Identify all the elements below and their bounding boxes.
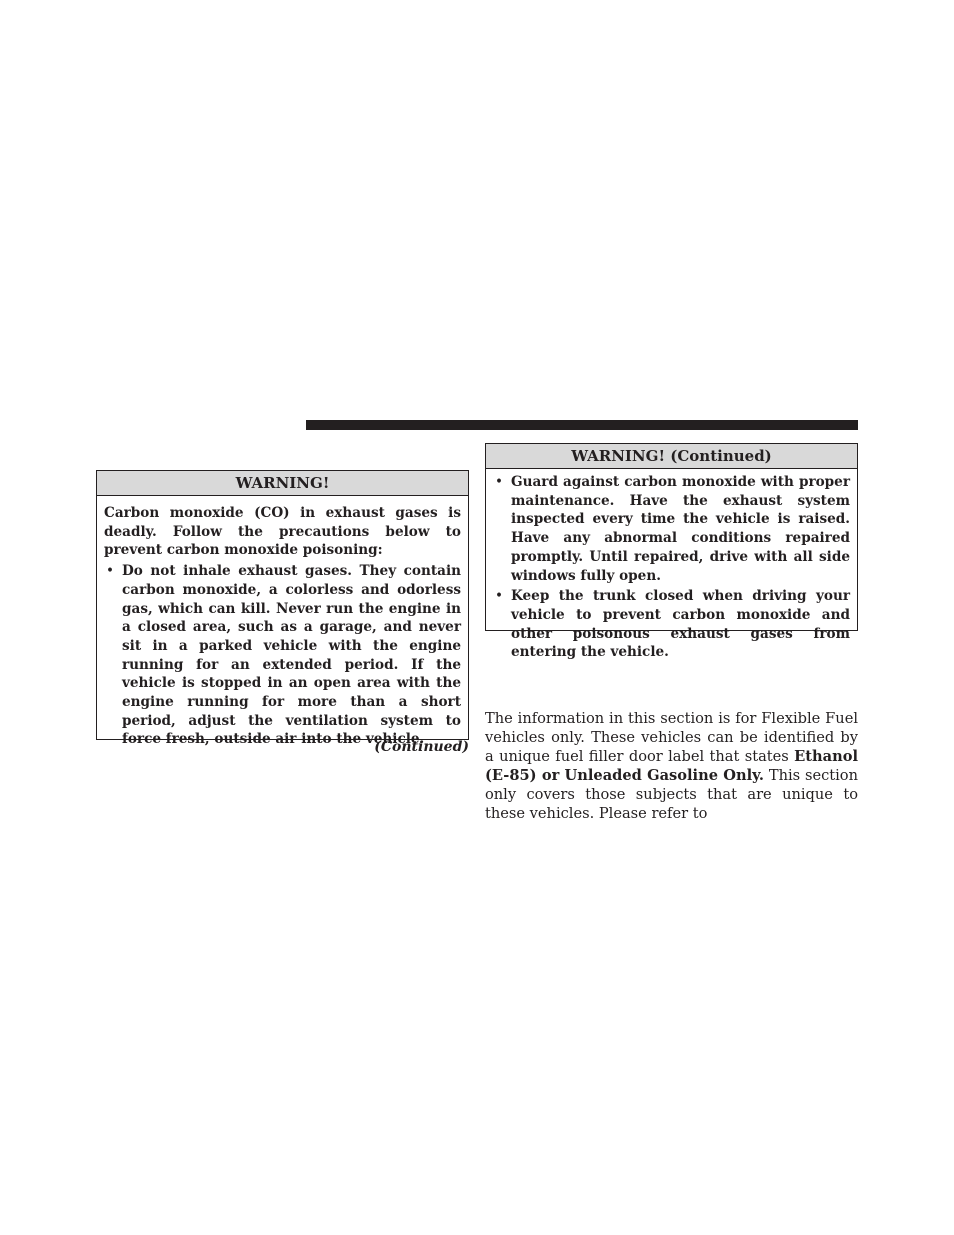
warning-body-continued — [486, 469, 857, 670]
warning-bullet-text: Do not inhale exhaust gases. They contain carbon monoxide, a colorless and odorless gas, which can kill. Never run the engine in a closed area, such as a garage, and never sit in a parked vehicle with the engine running for an extended period. If the vehicle is stopped in an open area with the engine running for more than a short period, adjust the ventilation system to force fresh, outside air into the vehicle. — [122, 563, 461, 748]
paragraph-text-continued: This section only covers those subjects that are unique to these vehicles. Please refer to — [485, 767, 858, 822]
section-paragraph — [485, 709, 858, 823]
warning-bullet-item — [493, 587, 850, 662]
warning-box-right — [485, 443, 858, 661]
warning-title: WARNING! — [97, 471, 468, 496]
warning-bullet-item — [104, 562, 461, 749]
paragraph-text: The information in this section is for Flexible Fuel vehicles only. These vehicles can be identified by a unique fuel filler door label that states — [485, 710, 858, 765]
warning-bullet-list — [104, 562, 461, 749]
bullet-icon: • — [495, 474, 504, 490]
warning-intro: Carbon monoxide (CO) in exhaust gases is deadly. Follow the precautions below to prevent carbon monoxide poisoning: — [104, 505, 461, 559]
bullet-icon: • — [106, 563, 115, 580]
header-rule — [306, 420, 858, 430]
continued-label: (Continued) — [374, 739, 469, 755]
bullet-icon: • — [495, 588, 504, 605]
warning-bullet-list — [493, 473, 850, 662]
warning-bullet-text: Guard against carbon monoxide with proper maintenance. Have the exhaust system inspected every time the vehicle is raised. Have any abnormal conditions repaired promptly. Until repaired, drive with all side windows fully open. — [511, 474, 850, 584]
warning-bullet-item — [493, 473, 850, 585]
warning-title-continued: WARNING! (Continued) — [486, 444, 857, 469]
warning-body — [97, 496, 468, 757]
warning-bullet-text: Keep the trunk closed when driving your vehicle to prevent carbon monoxide and other poisonous exhaust gases from entering the vehicle. — [511, 588, 850, 661]
fuel-label-text: Ethanol (E-85) or Unleaded Gasoline Only. — [485, 748, 858, 784]
